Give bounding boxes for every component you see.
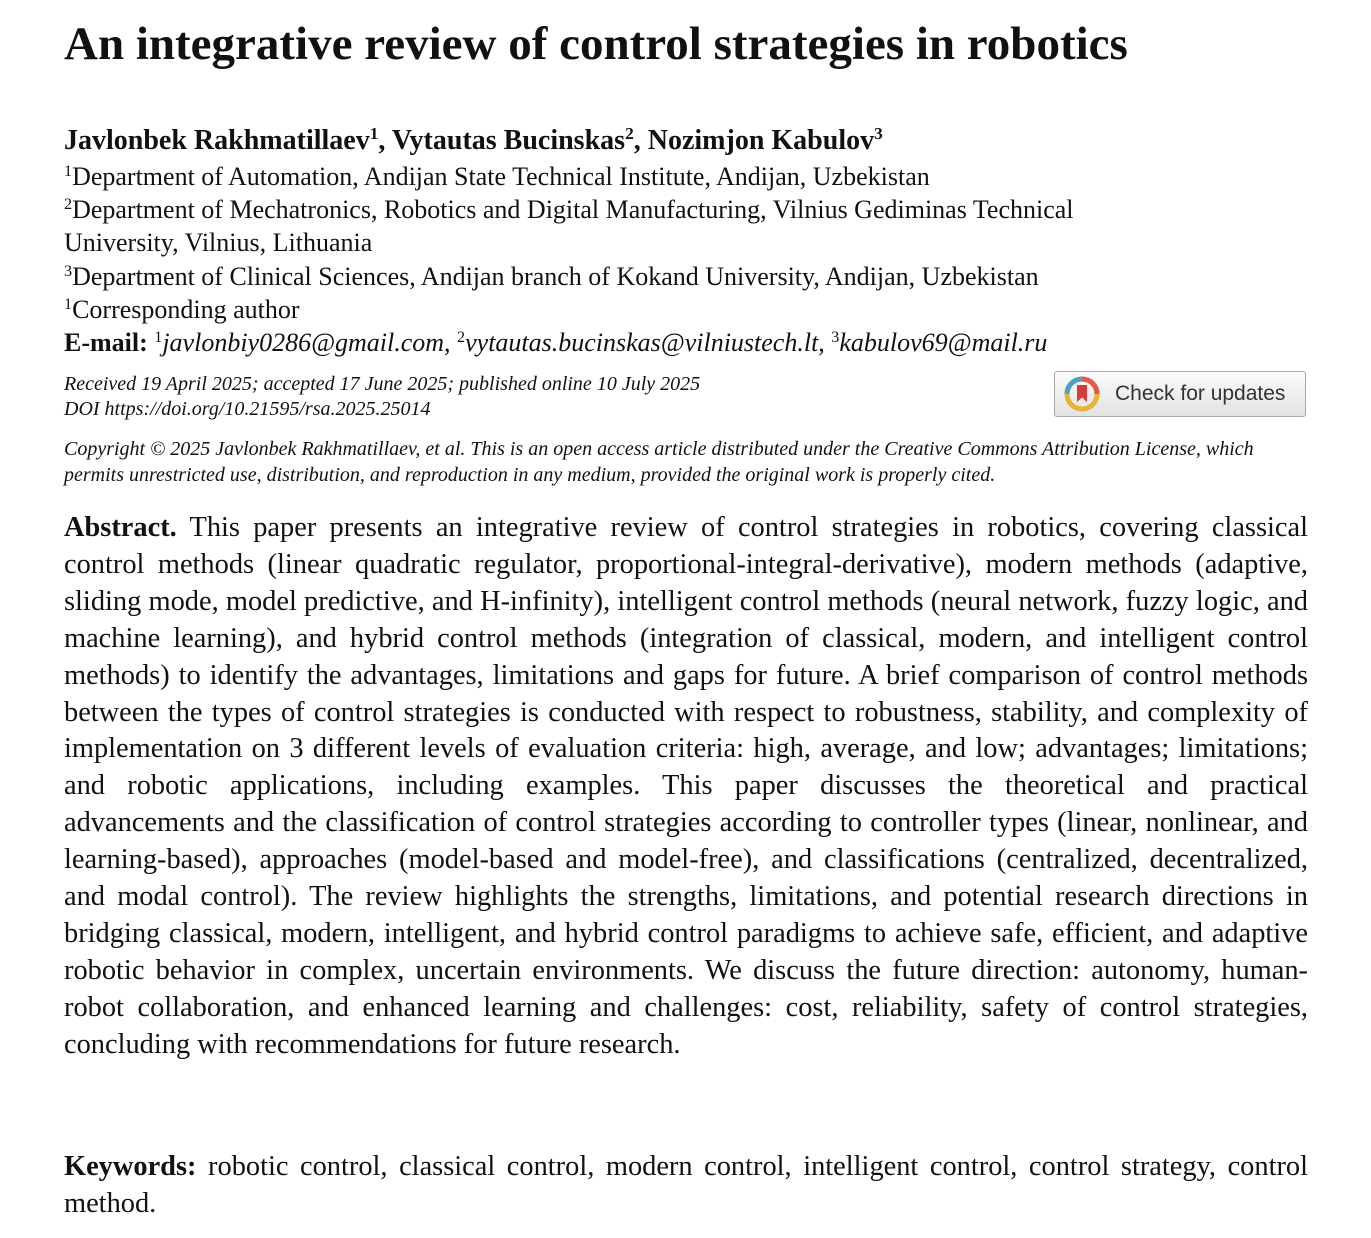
affiliation-2: $^2$Department of Mechatronics, Robotics and Digital Manufacturing, Vilnius Gediminas Technical <box>64 195 1074 224</box>
email-entry: $^1$javlonbiy0286@gmail.com, <box>154 328 458 357</box>
email-entry: $^3$kabulov69@mail.ru <box>831 328 1048 357</box>
check-for-updates-button[interactable] <box>1054 371 1306 417</box>
keywords-text: robotic control, classical control, modern control, intelligent control, control strategy, control method. <box>64 1151 1308 1219</box>
email-address[interactable]: kabulov69@mail.ru <box>839 328 1048 357</box>
affiliation-3: $^3$Department of Clinical Sciences, Andijan branch of Kokand University, Andijan, Uzbekistan <box>64 262 1039 291</box>
crossmark-icon <box>1064 376 1100 412</box>
doi-link[interactable]: DOI https://doi.org/10.21595/rsa.2025.25014 <box>64 398 431 420</box>
paper-title: An integrative review of control strategies in robotics <box>64 18 1128 70</box>
author: Nozimjon Kabulov$^3$ <box>647 124 883 156</box>
abstract <box>64 510 1308 1064</box>
email-address[interactable]: javlonbiy0286@gmail.com <box>162 328 445 357</box>
corresponding-author-note: $^1$Corresponding author <box>64 295 300 324</box>
email-label: E-mail: <box>64 328 148 357</box>
keywords <box>64 1149 1308 1222</box>
affiliation-1: $^1$Department of Automation, Andijan State Technical Institute, Andijan, Uzbekistan <box>64 162 930 191</box>
publication-dates: Received 19 April 2025; accepted 17 June 2025; published online 10 July 2025 <box>64 373 701 395</box>
abstract-label: Abstract. <box>64 512 177 543</box>
email-line <box>64 326 1047 360</box>
check-for-updates-label: Check for updates <box>1115 382 1286 405</box>
email-address[interactable]: vytautas.bucinskas@vilniustech.lt <box>465 328 819 357</box>
author: Javlonbek Rakhmatillaev$^1$, <box>64 124 392 156</box>
copyright-notice: Copyright © 2025 Javlonbek Rakhmatillaev, et al. This is an open access article distributed under the Creative Commons Attribution License, which permits unrestricted use, distribution, and reproduction in any medium, provided the original work is properly cited. <box>64 438 1254 486</box>
affiliation-2-continued: University, Vilnius, Lithuania <box>64 228 373 257</box>
email-entry: $^2$vytautas.bucinskas@vilniustech.lt, <box>457 328 832 357</box>
abstract-text: This paper presents an integrative review of control strategies in robotics, covering classical control methods (linear quadratic regulator, proportional-integral-derivative), modern methods (adaptive, sliding mode, model predictive, and H-infinity), intelligent control methods (neural network, fuzzy logic, and machine learning), and hybrid control methods (integration of classical, modern, and intelligent control methods) to identify the advantages, limitations and gaps for future. A brief comparison of control methods between the types of control strategies is conducted with respect to robustness, stability, and complexity of implementation on 3 different levels of evaluation criteria: high, average, and low; advantages; limitations; and robotic applications, including examples. This paper discusses the theoretical and practical advancements and the classification of control strategies according to controller types (linear, nonlinear, and learning-based), approaches (model-based and model-free), and classifications (centralized, decentralized, and modal control). The review highlights the strengths, limitations, and potential research directions in bridging classical, modern, intelligent, and hybrid control paradigms to achieve safe, efficient, and adaptive robotic behavior in complex, uncertain environments. We discuss the future direction: autonomy, human-robot collaboration, and enhanced learning and challenges: cost, reliability, safety of control strategies, concluding with recommendations for future research. <box>64 512 1308 1060</box>
keywords-label: Keywords: <box>64 1151 197 1182</box>
author-list <box>64 122 883 160</box>
author: Vytautas Bucinskas$^2$, <box>391 124 648 156</box>
